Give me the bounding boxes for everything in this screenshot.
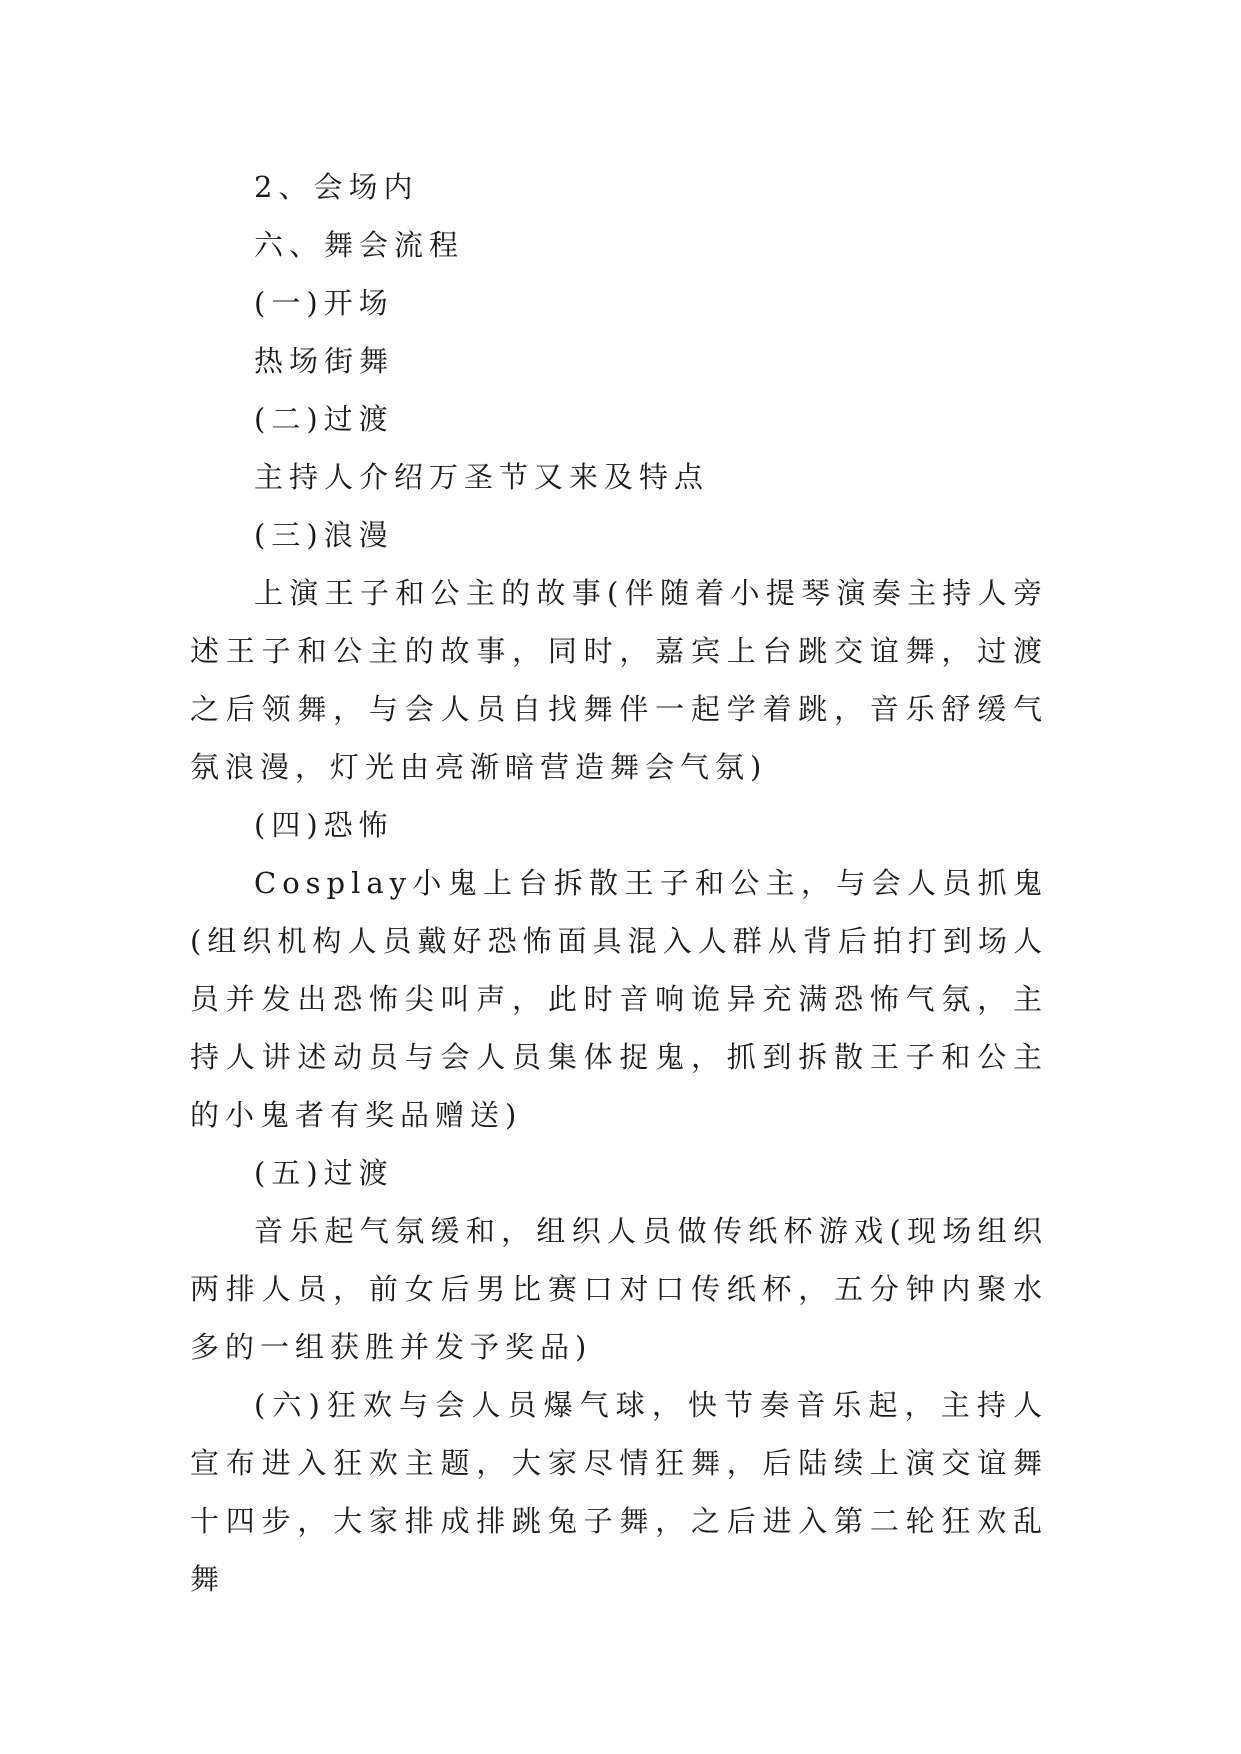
subheading-transition-2: (五)过渡 bbox=[254, 1156, 394, 1190]
document-body bbox=[190, 158, 1048, 1608]
paragraph-transition-2: 音乐起气氛缓和，组织人员做传纸杯游戏(现场组织两排人员，前女后男比赛口对口传纸杯，五分钟内聚水多的一组获胜并发予奖品) bbox=[190, 1214, 1048, 1364]
paragraph-carnival: (六)狂欢与会人员爆气球，快节奏音乐起，主持人宣布进入狂欢主题，大家尽情狂舞，后陆续上演交谊舞十四步，大家排成排跳兔子舞，之后进入第二轮狂欢乱舞 bbox=[190, 1388, 1048, 1596]
paragraph-transition-1: 主持人介绍万圣节又来及特点 bbox=[254, 460, 710, 494]
paragraph-romance: 上演王子和公主的故事(伴随着小提琴演奏主持人旁述王子和公主的故事，同时，嘉宾上台跳交谊舞，过渡之后领舞，与会人员自找舞伴一起学着跳，音乐舒缓气氛浪漫，灯光由亮渐暗营造舞会气氛) bbox=[190, 576, 1048, 784]
subheading-opening: (一)开场 bbox=[254, 286, 394, 320]
venue-item-heading: 2、会场内 bbox=[254, 170, 419, 204]
subheading-horror: (四)恐怖 bbox=[254, 808, 394, 842]
subheading-transition-1: (二)过渡 bbox=[254, 402, 394, 436]
section-heading-dance-flow: 六、舞会流程 bbox=[254, 228, 465, 262]
subheading-romance: (三)浪漫 bbox=[254, 518, 394, 552]
paragraph-opening: 热场街舞 bbox=[254, 344, 395, 378]
paragraph-horror: Cosplay小鬼上台拆散王子和公主，与会人员抓鬼(组织机构人员戴好恐怖面具混入人群从背后拍打到场人员并发出恐怖尖叫声，此时音响诡异充满恐怖气氛，主持人讲述动员与会人员集体捉鬼，抓到拆散王子和公主的小鬼者有奖品赠送) bbox=[190, 866, 1048, 1132]
